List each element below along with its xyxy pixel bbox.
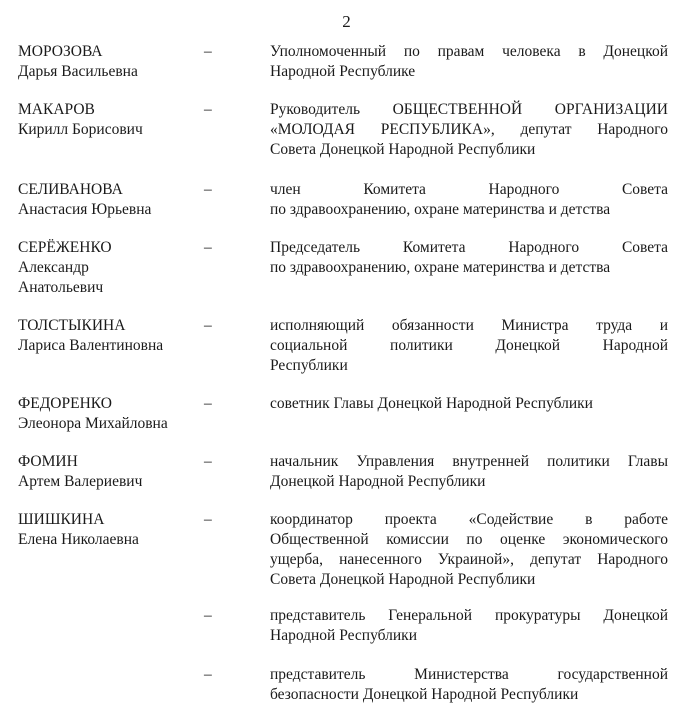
member-name <box>18 238 203 298</box>
position-line: координатор проекта «Содействие в работе <box>270 511 668 528</box>
position-line: представитель Генеральной прокуратуры Донецкой <box>270 607 668 624</box>
member-name <box>18 452 203 492</box>
position-line: представитель Министерства государственной <box>270 666 668 683</box>
dash-separator: – <box>204 101 212 118</box>
position-line: Совета Донецкой Народной Республики <box>270 571 536 588</box>
member-surname: ФЕДОРЕНКО <box>18 395 112 412</box>
member-surname: СЕЛИВАНОВА <box>18 181 123 198</box>
member-surname: СЕРЁЖЕНКО <box>18 239 112 256</box>
member-surname: ТОЛСТЫКИНА <box>18 317 126 334</box>
position-line: исполняющий обязанности Министра труда и <box>270 317 668 334</box>
member-given-names: Лариса Валентиновна <box>18 337 164 354</box>
position-line: Народной Республики <box>270 627 417 644</box>
dash-separator: – <box>204 181 212 198</box>
position-line: ущерба, нанесенного Украиной», депутат Народного <box>270 551 668 568</box>
position-line: Донецкой Народной Республики <box>270 473 486 490</box>
page-number: 2 <box>342 12 351 31</box>
member-surname: МАКАРОВ <box>18 101 95 118</box>
member-position <box>270 100 668 160</box>
dash-separator: – <box>204 317 212 334</box>
position-line: Общественной комиссии по оценке экономического <box>270 531 668 548</box>
position-line: по здравоохранению, охране материнства и детства <box>270 259 611 276</box>
member-given-names: Элеонора Михайловна <box>18 415 168 432</box>
dash-separator: – <box>204 666 212 683</box>
member-name <box>18 42 203 82</box>
member-name <box>18 394 203 434</box>
dash-separator: – <box>204 453 212 470</box>
member-given-names: Анатольевич <box>18 279 104 296</box>
position-line: Руководитель ОБЩЕСТВЕННОЙ ОРГАНИЗАЦИИ <box>270 101 668 118</box>
position-line: начальник Управления внутренней политики Главы <box>270 453 668 470</box>
position-line: социальной политики Донецкой Народной <box>270 337 668 354</box>
member-given-names: Кирилл Борисович <box>18 121 143 138</box>
member-position <box>270 238 668 278</box>
position-line: Республики <box>270 357 348 374</box>
dash-separator: – <box>204 395 212 412</box>
member-given-names: Елена Николаевна <box>18 531 139 548</box>
member-surname: ШИШКИНА <box>18 511 105 528</box>
position-line: безопасности Донецкой Народной Республики <box>270 686 579 703</box>
member-surname: ФОМИН <box>18 453 78 470</box>
member-position <box>270 394 668 414</box>
member-position <box>270 42 668 82</box>
member-surname: МОРОЗОВА <box>18 43 103 60</box>
member-given-names: Артем Валериевич <box>18 473 143 490</box>
dash-separator: – <box>204 239 212 256</box>
member-name <box>18 510 203 550</box>
position-line: «МОЛОДАЯ РЕСПУБЛИКА», депутат Народного <box>270 121 668 138</box>
position-line: Народной Республике <box>270 63 416 80</box>
member-name <box>18 180 203 220</box>
dash-separator: – <box>204 43 212 60</box>
representative-position <box>270 606 668 646</box>
dash-separator: – <box>204 607 212 624</box>
member-name <box>18 316 203 356</box>
member-name <box>18 100 203 140</box>
member-position <box>270 510 668 590</box>
representative-position <box>270 665 668 705</box>
position-line: член Комитета Народного Совета <box>270 181 668 198</box>
member-given-names: Дарья Васильевна <box>18 63 138 80</box>
member-position <box>270 316 668 376</box>
member-position <box>270 180 668 220</box>
dash-separator: – <box>204 511 212 528</box>
position-line: Уполномоченный по правам человека в Донецкой <box>270 43 668 60</box>
position-line: советник Главы Донецкой Народной Республики <box>270 395 593 412</box>
position-line: по здравоохранению, охране материнства и детства <box>270 201 611 218</box>
member-position <box>270 452 668 492</box>
position-line: Председатель Комитета Народного Совета <box>270 239 668 256</box>
member-given-names: Александр <box>18 259 89 276</box>
member-given-names: Анастасия Юрьевна <box>18 201 152 218</box>
position-line: Совета Донецкой Народной Республики <box>270 141 536 158</box>
